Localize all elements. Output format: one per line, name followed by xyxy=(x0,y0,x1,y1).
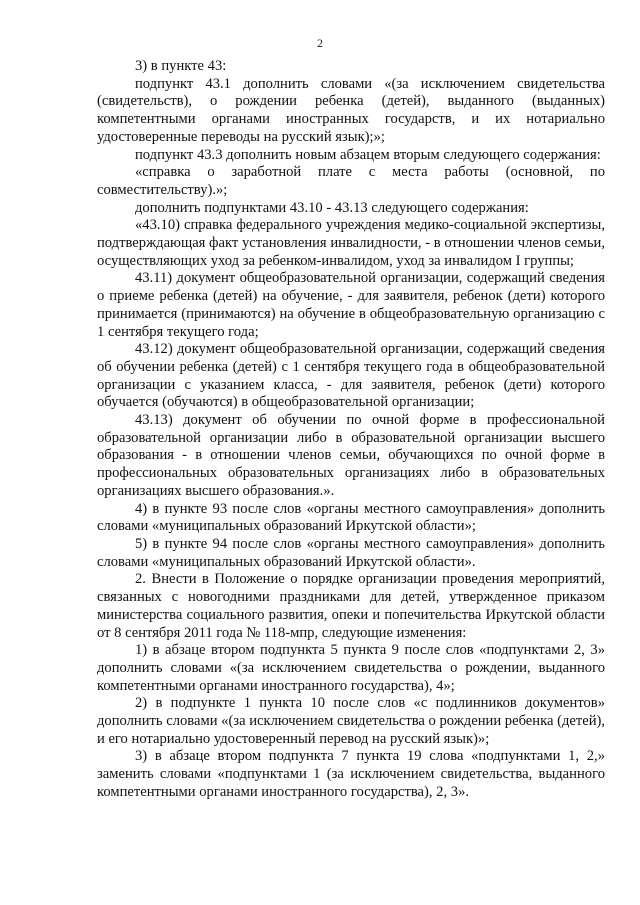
paragraph: 1) в абзаце втором подпункта 5 пункта 9 после слов «подпунктами 2, 3» дополнить словами «(за исключением свидетельства о рождении, выданного компетентными органами иностранного государства), 4»; xyxy=(97,642,605,694)
paragraph: 43.11) документ общеобразовательной организации, содержащий сведения о приеме ребенка (детей) на обучение, - для заявителя, ребенок (дети) которого принимается (принимаются) на обучение в общеобразовательную организацию с 1 сентября текущего года; xyxy=(97,270,605,340)
paragraph: 43.13) документ об обучении по очной форме в профессиональной образовательной организации либо в образовательной организации высшего образования - в отношении членов семьи, обучающихся по очной форме в профессиональных образовательных организациях либо в образовательных организациях высшего образования.». xyxy=(97,412,605,499)
paragraph: подпункт 43.1 дополнить словами «(за исключением свидетельства (свидетельств), о рождении ребенка (детей), выданного (выданных) компетентными органами иностранных государств, и их нотариально удостоверенные переводы на русский язык);»; xyxy=(97,75,605,145)
paragraph: 3) в абзаце втором подпункта 7 пункта 19 слова «подпунктами 1, 2,» заменить словами «подпунктами 1 (за исключением свидетельства, выданного компетентными органами иностранного государства), 2, 3». xyxy=(97,748,605,800)
document-body xyxy=(97,58,605,802)
paragraph: 43.12) документ общеобразовательной организации, содержащий сведения об обучении ребенка (детей) с 1 сентября текущего года в общеобразовательной организации с указанием класса, - для заявителя, ребенок (дети) которого обучается (обучаются) в общеобразовательной организации; xyxy=(97,341,605,411)
paragraph: «справка о заработной плате с места работы (основной, по совместительству).»; xyxy=(97,164,605,198)
paragraph: 2) в подпункте 1 пункта 10 после слов «с подлинников документов» дополнить словами «(за исключением свидетельства о рождении ребенка (детей), и его нотариально удостоверенный перевод на русский язык)»; xyxy=(97,695,606,747)
paragraph: дополнить подпунктами 43.10 - 43.13 следующего содержания: xyxy=(135,199,529,216)
paragraph: подпункт 43.3 дополнить новым абзацем вторым следующего содержания: xyxy=(135,146,601,163)
paragraph: 2. Внести в Положение о порядке организации проведения мероприятий, связанных с новогодними праздниками для детей, утвержденное приказом министерства социального развития, опеки и попечительства Иркутской области от 8 сентября 2011 года № 118-мпр, следующие изменения: xyxy=(97,571,605,641)
paragraph: 3) в пункте 43: xyxy=(135,58,227,74)
paragraph: «43.10) справка федерального учреждения медико-социальной экспертизы, подтверждающая факт установления инвалидности, - в отношении членов семьи, осуществляющих уход за ребенком-инвалидом, уход за инвалидом I группы; xyxy=(97,217,605,269)
paragraph: 4) в пункте 93 после слов «органы местного самоуправления» дополнить словами «муниципальных образований Иркутской области»; xyxy=(97,500,605,535)
paragraph: 5) в пункте 94 после слов «органы местного самоуправления» дополнить словами «муниципальных образований Иркутской области». xyxy=(97,535,605,570)
page-number: 2 xyxy=(317,36,323,50)
